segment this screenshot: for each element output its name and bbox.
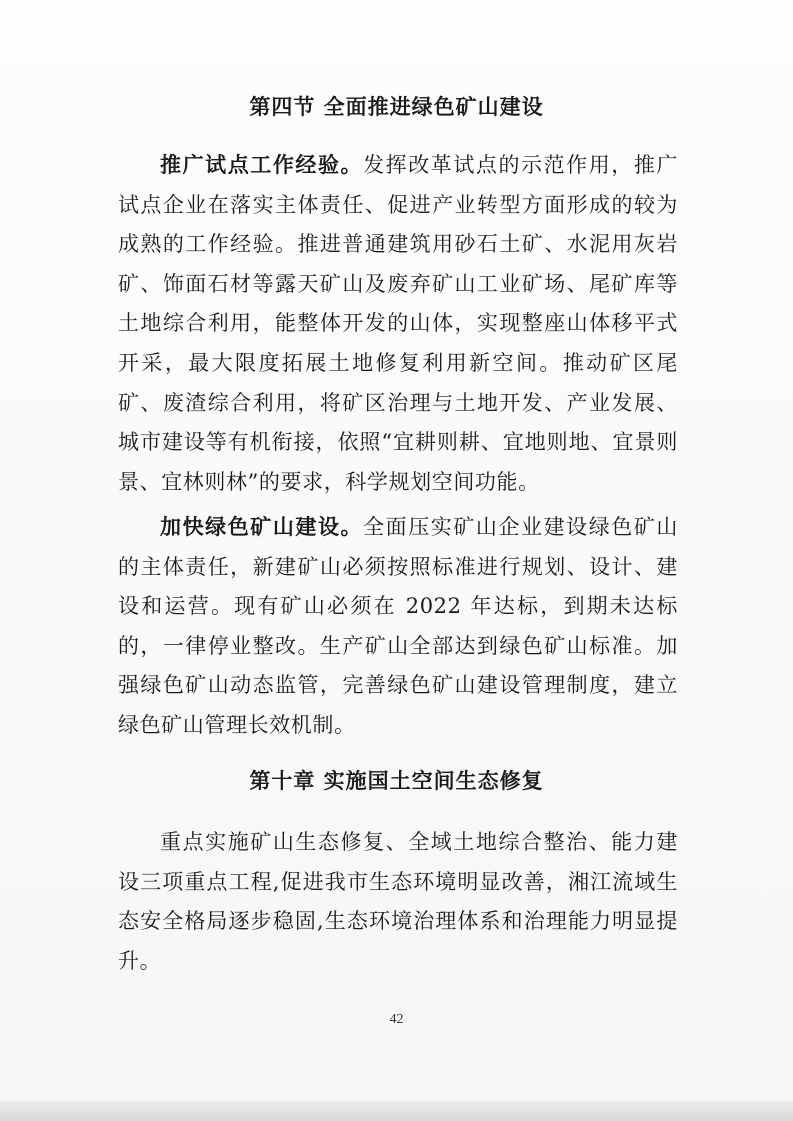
scan-edge (0, 1101, 793, 1121)
page-number: 42 (389, 1012, 404, 1027)
paragraph-green-mine (118, 508, 678, 746)
paragraph-lead: 加快绿色矿山建设。 (160, 515, 364, 539)
paragraph-lead: 推广试点工作经验。 (160, 153, 364, 177)
paragraph-pilot-experience (118, 146, 678, 502)
paragraph-text: 发挥改革试点的示范作用，推广试点企业在落实主体责任、促进产业转型方面形成的较为成熟的工作经验。推进普通建筑用砂石土矿、水泥用灰岩矿、饰面石材等露天矿山及废弃矿山工业矿场、尾矿库等土地综合利用，能整体开发的山体，实现整座山体移平式开采，最大限度拓展土地修复利用新空间。推动矿区尾矿、废渣综合利用，将矿区治理与土地开发、产业发展、城市建设等有机衔接，依照“宜耕则耕、宜地则地、宜景则景、宜林则林”的要求，科学规划空间功能。 (118, 153, 678, 494)
chapter-title: 第十章 实施国土空间生态修复 (249, 769, 544, 793)
paragraph-text: 全面压实矿山企业建设绿色矿山的主体责任，新建矿山必须按照标准进行规划、设计、建设和运营。现有矿山必须在 2022 年达标，到期未达标的，一律停业整改。生产矿山全部达到绿色矿山标准。加强绿色矿山动态监管，完善绿色矿山建设管理制度，建立绿色矿山管理长效机制。 (118, 515, 678, 737)
section-title: 第四节 全面推进绿色矿山建设 (249, 95, 544, 119)
chapter-body-paragraph: 重点实施矿山生态修复、全域土地综合整治、能力建设三项重点工程,促进我市生态环境明显改善，湘江流域生态安全格局逐步稳固,生态环境治理体系和治理能力明显提升。 (118, 830, 678, 973)
